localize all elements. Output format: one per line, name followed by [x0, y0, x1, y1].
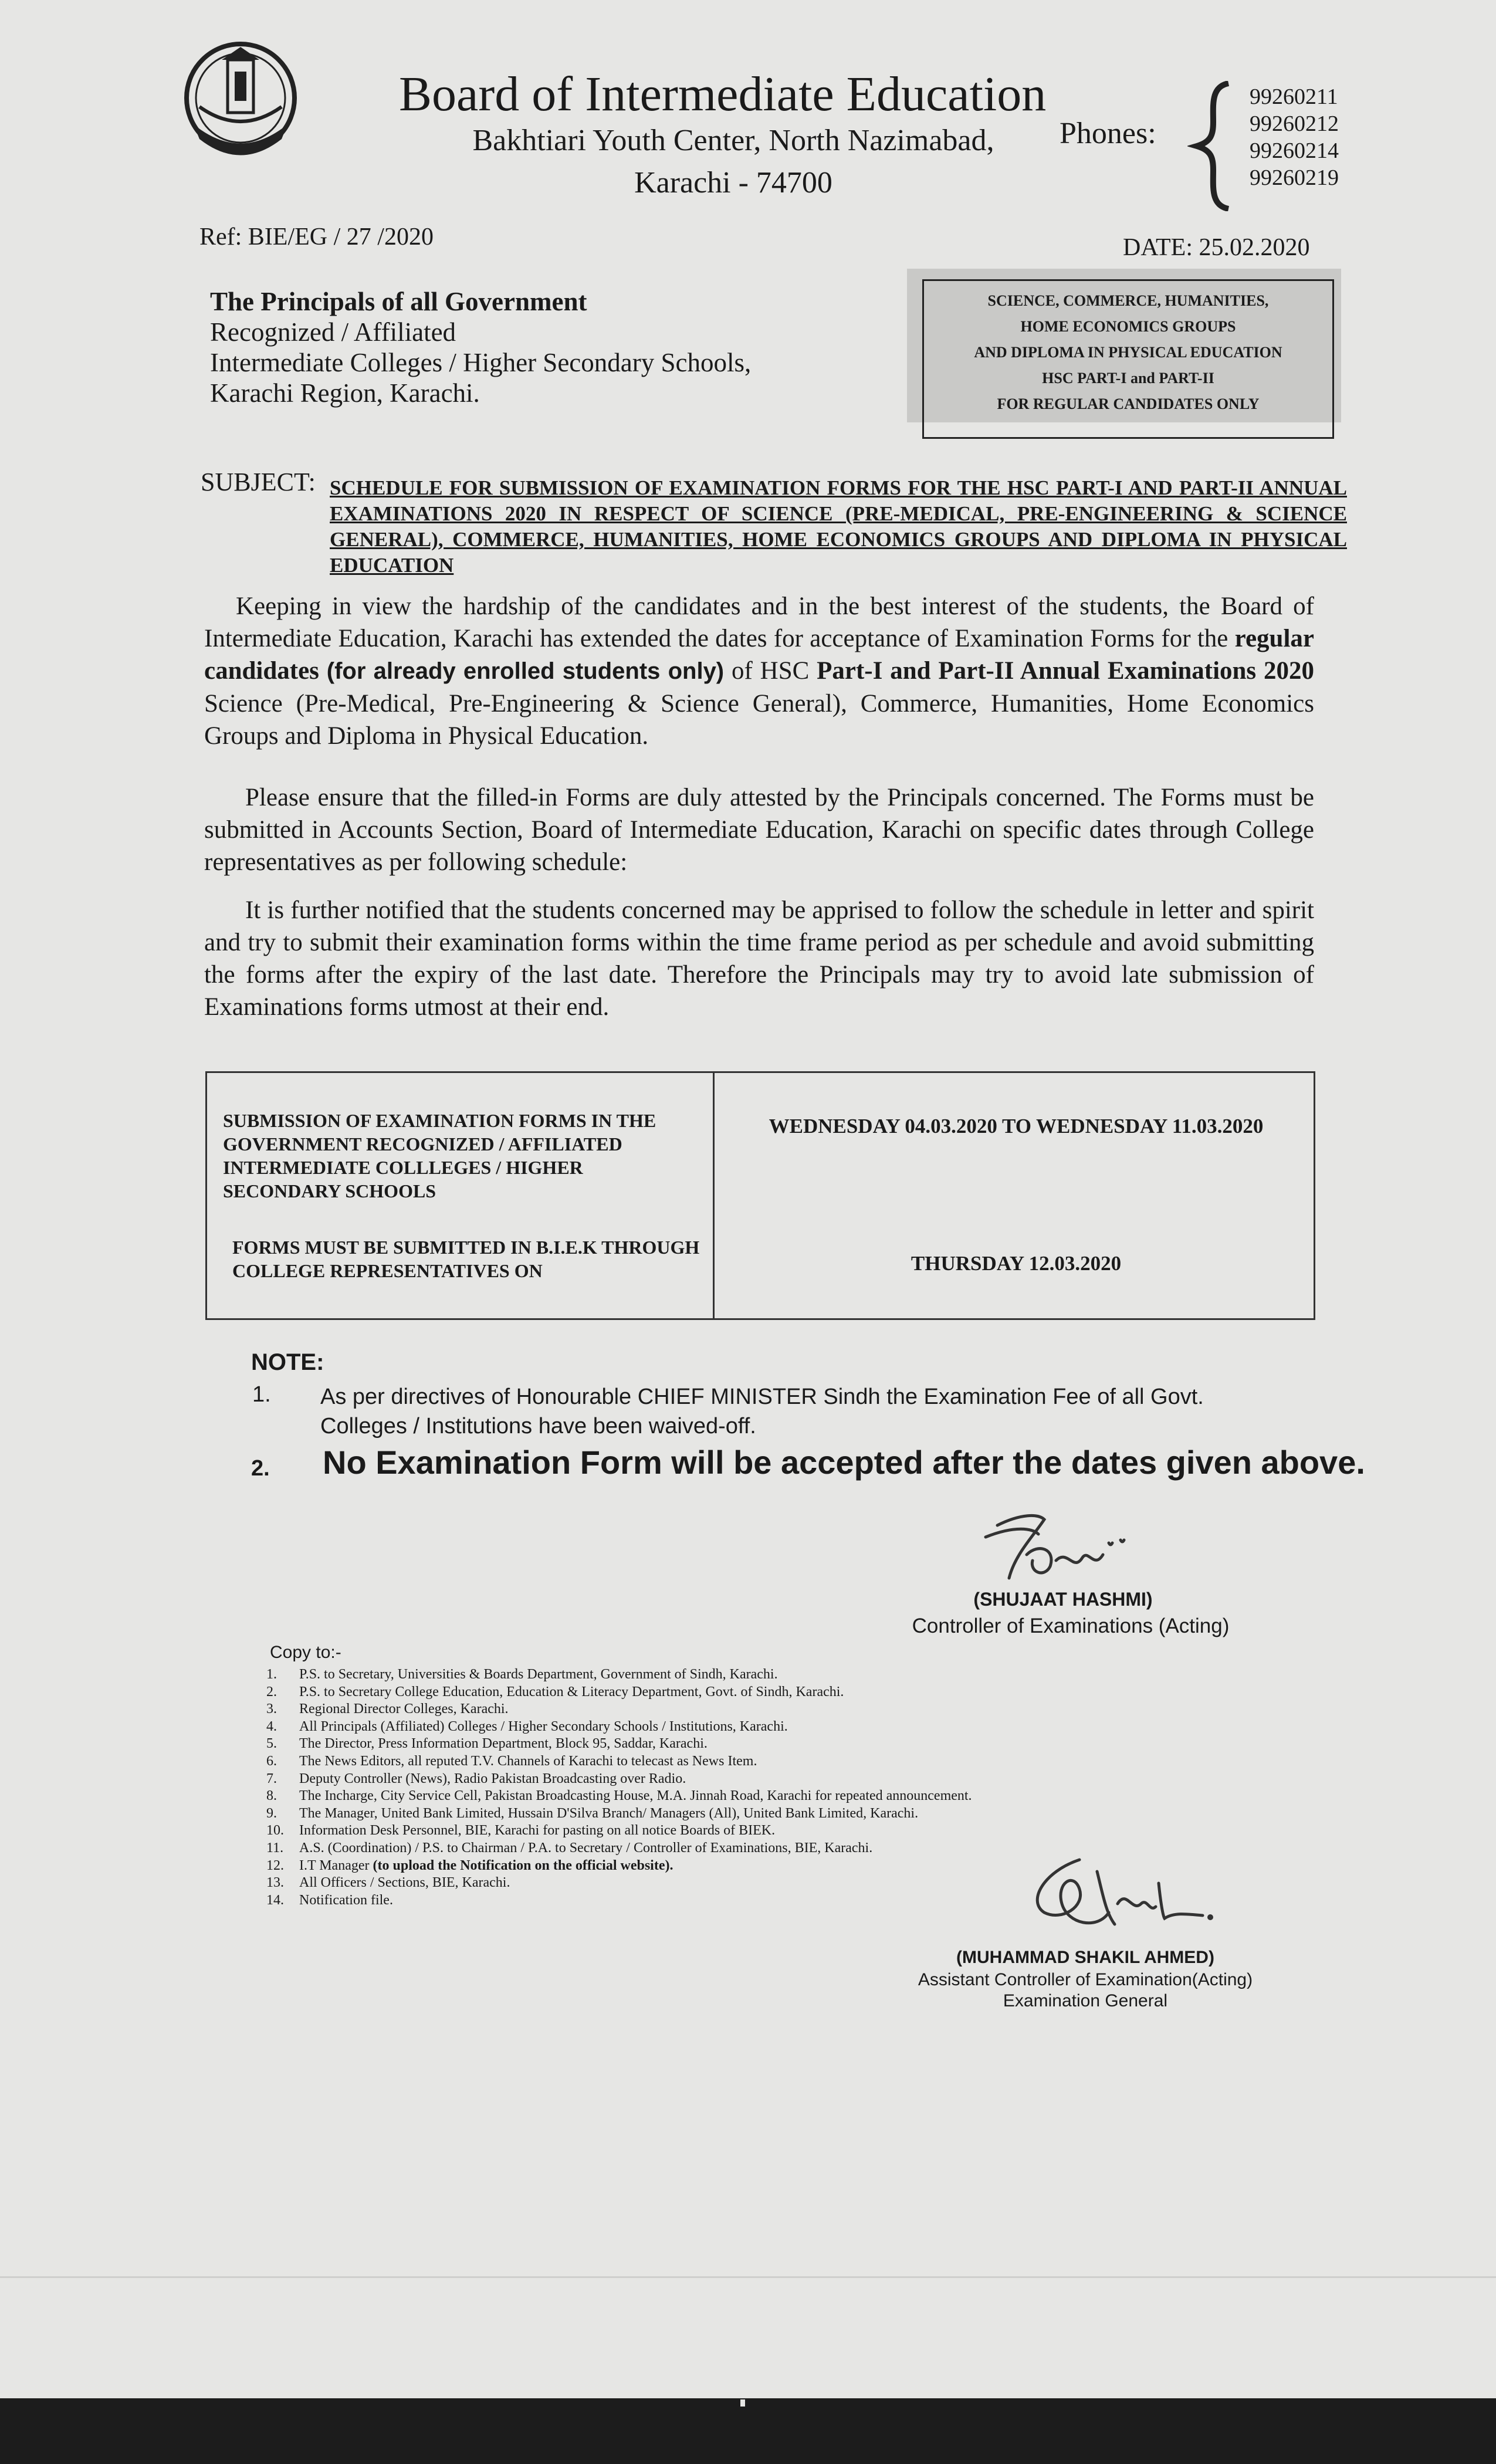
board-title: Board of Intermediate Education	[399, 67, 1047, 121]
addressee-line-1: The Principals of all Government	[210, 287, 587, 316]
board-city: Karachi - 74700	[634, 166, 832, 199]
addressee-line-3: Intermediate Colleges / Higher Secondary Schools,	[210, 348, 752, 377]
signature-2-icon	[1009, 1848, 1220, 1948]
scan-mark	[740, 2399, 745, 2407]
signatory-2-department: Examination General	[1003, 1991, 1168, 2011]
addressee-line-4: Karachi Region, Karachi.	[210, 378, 480, 408]
list-item: 9. The Manager, United Bank Limited, Hussain D'Silva Branch/ Managers (All), United Bank Limited, Karachi.	[266, 1805, 919, 1821]
phone-3: 99260214	[1250, 138, 1339, 163]
list-item: 6. The News Editors, all reputed T.V. Channels of Karachi to telecast as News Item.	[266, 1753, 757, 1769]
list-item: 12. I.T Manager (to upload the Notification on the official website).	[266, 1857, 673, 1873]
list-item: 14. Notification file.	[266, 1892, 393, 1908]
signatory-2-name: (MUHAMMAD SHAKIL AHMED)	[956, 1948, 1214, 1967]
list-item: 8. The Incharge, City Service Cell, Pakistan Broadcasting House, M.A. Jinnah Road, Karachi for repeated announcement.	[266, 1788, 972, 1804]
curly-brace-icon	[1187, 81, 1240, 211]
paragraph-2: Please ensure that the filled-in Forms are duly attested by the Principals concerned. The Forms must be submitted in Accounts Section, Board of Intermediate Education, Karachi on specific dates through College representatives as per following schedule:	[204, 784, 1314, 876]
phone-1: 99260211	[1250, 84, 1338, 109]
reference-number: Ref: BIE/EG / 27 /2020	[199, 224, 434, 251]
signatory-1-name: (SHUJAAT HASHMI)	[973, 1589, 1153, 1610]
list-item: 7. Deputy Controller (News), Radio Pakistan Broadcasting over Radio.	[266, 1771, 686, 1786]
paper-fold-line	[0, 2276, 1496, 2278]
schedule-row2-label: FORMS MUST BE SUBMITTED IN B.I.E.K THROUGH COLLEGE REPRESENTATIVES ON	[232, 1237, 700, 1281]
board-seal-logo	[176, 36, 305, 165]
letter-date: DATE: 25.02.2020	[1123, 234, 1310, 261]
list-item: 11. A.S. (Coordination) / P.S. to Chairman / P.A. to Secretary / Controller of Examinations, BIE, Karachi.	[266, 1840, 873, 1856]
list-item: 5. The Director, Press Information Department, Block 95, Saddar, Karachi.	[266, 1736, 708, 1752]
para1-text-d: of HSC	[724, 657, 817, 685]
list-item: 2. P.S. to Secretary College Education, Education & Literacy Department, Govt. of Sindh, Karachi.	[266, 1684, 844, 1700]
groups-line-4: HSC PART-I and PART-II	[1042, 370, 1214, 387]
note-2-text: No Examination Form will be accepted after the dates given above.	[323, 1444, 1365, 1481]
para1-text-a: Keeping in view the hardship of the candidates and in the best interest of the students, the Board of Intermediate Education, Karachi has extended the dates for acceptance of Examination Forms for the	[204, 593, 1314, 652]
groups-line-2: HOME ECONOMICS GROUPS	[1020, 318, 1236, 335]
note-1-number: 1.	[252, 1382, 271, 1407]
subject-text: SCHEDULE FOR SUBMISSION OF EXAMINATION FORMS FOR THE HSC PART-I AND PART-II ANNUAL EXAMINATIONS 2020 IN RESPECT OF SCIENCE (PRE-MEDICAL, PRE-ENGINEERING & SCIENCE GENERAL), COMMERCE, HUMANITIES, HOME ECONOMICS GROUPS AND DIPLOMA IN PHYSICAL EDUCATION	[330, 476, 1347, 577]
copy-to-heading: Copy to:-	[270, 1643, 341, 1662]
list-item: 1. P.S. to Secretary, Universities & Boards Department, Government of Sindh, Karachi.	[266, 1667, 778, 1682]
schedule-row2-value: THURSDAY 12.03.2020	[911, 1252, 1122, 1275]
addressee-line-2: Recognized / Affiliated	[210, 317, 456, 347]
para1-enrolled-note: (for already enrolled students only)	[326, 658, 725, 684]
groups-line-3: AND DIPLOMA IN PHYSICAL EDUCATION	[974, 344, 1282, 361]
para1-exam-name: Part-I and Part-II Annual Examinations 2020	[817, 657, 1314, 685]
para1-text-f: Science (Pre-Medical, Pre-Engineering & Science General), Commerce, Humanities, Home Economics Groups and Diploma in Physical Education.	[204, 690, 1314, 750]
phone-2: 99260212	[1250, 111, 1339, 136]
signatory-1-title: Controller of Examinations (Acting)	[912, 1615, 1230, 1637]
note-1-text: As per directives of Honourable CHIEF MINISTER Sindh the Examination Fee of all Govt. Colleges / Institutions have been waived-off.	[320, 1385, 1204, 1439]
groups-line-1: SCIENCE, COMMERCE, HUMANITIES,	[987, 292, 1269, 309]
schedule-table-divider	[713, 1071, 715, 1320]
phones-label: Phones:	[1060, 117, 1156, 150]
list-item: 10. Information Desk Personnel, BIE, Karachi for pasting on all notice Boards of BIEK.	[266, 1823, 776, 1839]
note-2-number: 2.	[251, 1456, 270, 1481]
signature-1-icon	[974, 1502, 1150, 1590]
schedule-row1-value: WEDNESDAY 04.03.2020 TO WEDNESDAY 11.03.2020	[769, 1115, 1264, 1138]
para1-regular-candidates: regular candidates	[204, 625, 1314, 685]
groups-line-5: FOR REGULAR CANDIDATES ONLY	[997, 395, 1260, 412]
paragraph-3: It is further notified that the students concerned may be apprised to follow the schedule in letter and spirit and try to submit their examination forms within the time frame period as per schedule and avoid submitting the forms after the expiry of the last date. Therefore the Principals may try to avoid late submission of Examinations forms utmost at their end.	[204, 896, 1314, 1021]
schedule-row1-label: SUBMISSION OF EXAMINATION FORMS IN THE GOVERNMENT RECOGNIZED / AFFILIATED INTERMEDIATE COLLLEGES / HIGHER SECONDARY SCHOOLS	[223, 1110, 656, 1201]
list-item: 4. All Principals (Affiliated) Colleges / Higher Secondary Schools / Institutions, Karachi.	[266, 1718, 788, 1734]
paragraph-1	[204, 590, 1314, 752]
phone-numbers	[1250, 83, 1339, 191]
note-heading: NOTE:	[251, 1349, 324, 1375]
list-item: 3. Regional Director Colleges, Karachi.	[266, 1701, 509, 1717]
list-item: 13. All Officers / Sections, BIE, Karachi.	[266, 1875, 510, 1891]
addressee-block	[210, 286, 751, 408]
groups-box	[922, 279, 1334, 439]
copy-to-list	[266, 1666, 972, 1909]
board-address: Bakhtiari Youth Center, North Nazimabad,	[472, 124, 994, 157]
phone-4: 99260219	[1250, 165, 1339, 190]
subject-label: SUBJECT:	[201, 468, 316, 496]
signatory-2-title: Assistant Controller of Examination(Acting)	[918, 1970, 1253, 1989]
